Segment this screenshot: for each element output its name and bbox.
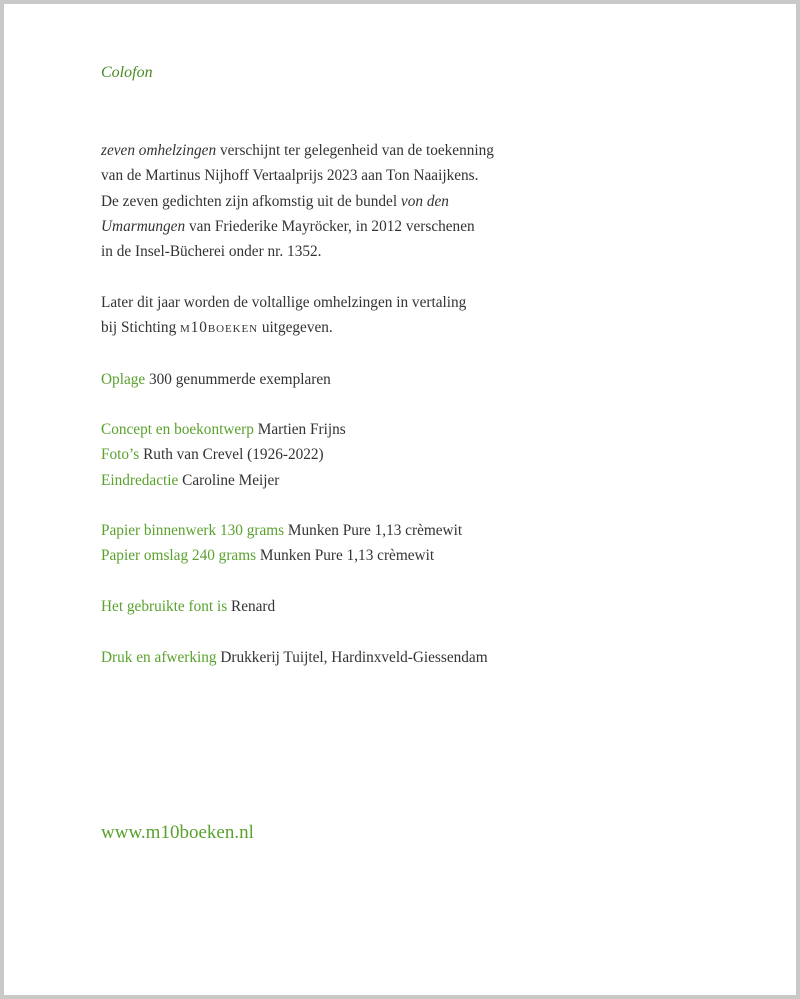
credit-label: Eindredactie: [101, 471, 179, 489]
book-title: zeven omhelzingen: [101, 142, 217, 159]
source-collection-title: von den: [400, 192, 449, 210]
credit-label: Foto’s: [101, 446, 140, 464]
druk-value: Drukkerij Tuijtel, Hardinxveld-Giessendam: [216, 649, 488, 666]
credit-value: Ruth van Crevel (1926-2022): [139, 446, 324, 464]
credit-value: Caroline Meijer: [178, 471, 280, 489]
oplage-line: [101, 367, 331, 392]
credit-label: Concept en boekontwerp: [101, 421, 254, 438]
oplage-label: Oplage: [101, 371, 146, 388]
font-line: [101, 594, 275, 619]
font-label: Het gebruikte font is: [101, 598, 228, 615]
paper-block: [101, 518, 462, 569]
paper-label: Papier omslag 240 grams: [101, 547, 257, 565]
paper-value: Munken Pure 1,13 crèmewit: [256, 547, 435, 565]
page-title: Colofon: [101, 64, 153, 81]
credits-block: [101, 417, 346, 493]
colophon-page: [4, 4, 796, 995]
paper-value: Munken Pure 1,13 crèmewit: [284, 522, 463, 539]
druk-line: [101, 645, 488, 670]
druk-label: Druk en afwerking: [101, 649, 217, 666]
website-link[interactable]: www.m10boeken.nl: [101, 822, 254, 843]
font-value: Renard: [227, 598, 276, 615]
publisher-name: m10boeken: [180, 319, 258, 337]
source-collection-title-cont: Umarmungen: [101, 217, 186, 235]
later-paragraph: Later dit jaar worden de voltallige omhelzingen in vertaling bij Stichting m10boeken uitgegeven.: [101, 294, 467, 337]
intro-paragraph: zeven omhelzingen verschijnt ter gelegenheid van de toekenning van de Martinus Nijhoff Vertaalprijs 2023 aan Ton Naaijkens. De zeven gedichten zijn afkomstig uit de bundel von den Umarmungen van Friederike Mayröcker, in 2012 verschenen in de Insel-Bücherei onder nr. 1352.: [101, 142, 494, 261]
credit-value: Martien Frijns: [253, 421, 346, 438]
paper-label: Papier binnenwerk 130 grams: [101, 522, 285, 539]
oplage-value: 300 genummerde exemplaren: [145, 371, 331, 388]
